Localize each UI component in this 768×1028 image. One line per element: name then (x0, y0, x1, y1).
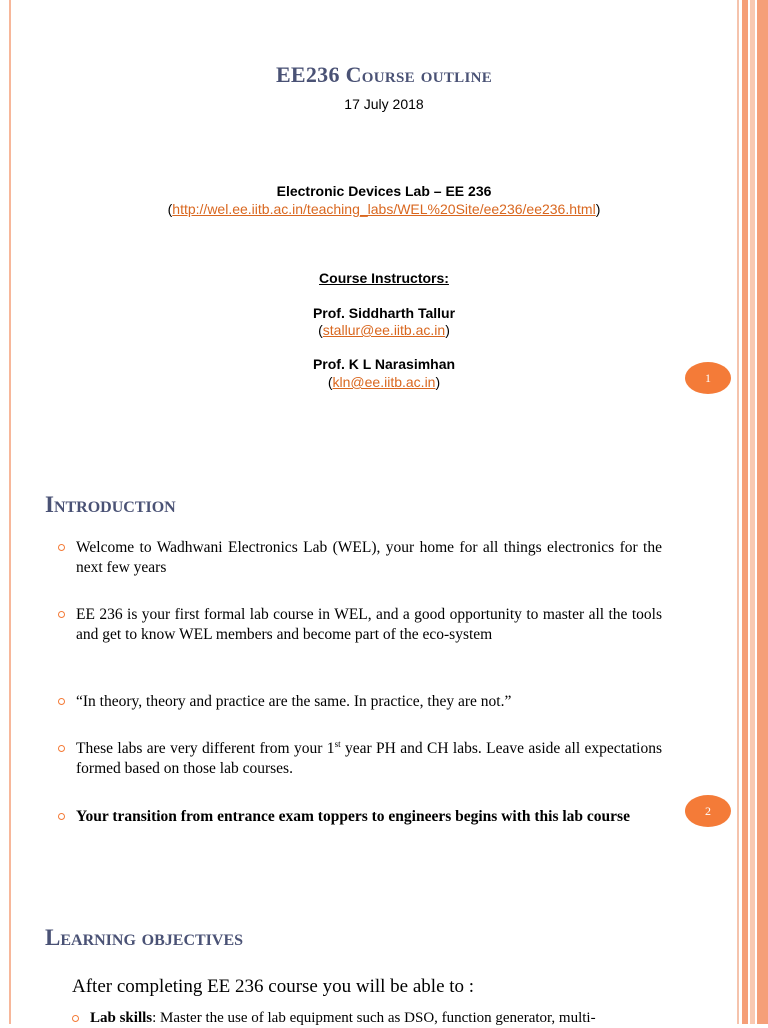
page-title: EE236 Course outline (275, 62, 493, 87)
instructor-name: Prof. K L Narasimhan (312, 356, 456, 372)
list-item: These labs are very different from your 1st year PH and CH labs. Leave aside all expectations formed based on those lab courses. (58, 739, 662, 778)
section-heading: Learning objectives (45, 925, 244, 950)
course-url-line: (http://wel.ee.iitb.ac.in/teaching_labs/WEL%20Site/ee236/ee236.html) (167, 201, 601, 217)
course-url-link[interactable]: http://wel.ee.iitb.ac.in/teaching_labs/WEL%20Site/ee236/ee236.html (172, 201, 596, 217)
instructor-email-line: (kln@ee.iitb.ac.in) (327, 374, 441, 390)
course-name: Electronic Devices Lab – EE 236 (276, 183, 492, 199)
instructor-email-line: (stallur@ee.iitb.ac.in) (318, 322, 450, 338)
bullet-icon (58, 611, 65, 618)
section-heading: Introduction (45, 492, 176, 517)
lead-text: After completing EE 236 course you will be able to : (72, 976, 475, 997)
instructor-email-link[interactable]: kln@ee.iitb.ac.in (332, 374, 436, 390)
page-number-badge: 2 (685, 795, 731, 827)
bullet-icon (58, 544, 65, 551)
list-item: Your transition from entrance exam toppers to engineers begins with this lab course (58, 807, 662, 827)
right-stripe-4 (757, 0, 768, 1024)
right-stripe-2 (742, 0, 748, 1024)
bullet-icon (58, 813, 65, 820)
list-item: “In theory, theory and practice are the same. In practice, they are not.” (58, 692, 662, 712)
bullet-icon (72, 1015, 79, 1022)
bullet-icon (58, 745, 65, 752)
right-stripe-1 (737, 0, 739, 1024)
date: 17 July 2018 (344, 96, 424, 112)
left-border-line (9, 0, 11, 1024)
list-item: Welcome to Wadhwani Electronics Lab (WEL), your home for all things electronics for the next few years (58, 538, 662, 577)
page-number-badge: 1 (685, 362, 731, 394)
instructor-name: Prof. Siddharth Tallur (312, 305, 456, 321)
instructors-heading: Course Instructors: (319, 270, 449, 286)
bullet-icon (58, 698, 65, 705)
list-item: Lab skills: Master the use of lab equipment such as DSO, function generator, multi- (72, 1009, 672, 1028)
right-stripe-3 (750, 0, 755, 1024)
instructor-email-link[interactable]: stallur@ee.iitb.ac.in (322, 322, 446, 338)
list-item: EE 236 is your first formal lab course in WEL, and a good opportunity to master all the tools and get to know WEL members and become part of the eco-system (58, 605, 662, 644)
